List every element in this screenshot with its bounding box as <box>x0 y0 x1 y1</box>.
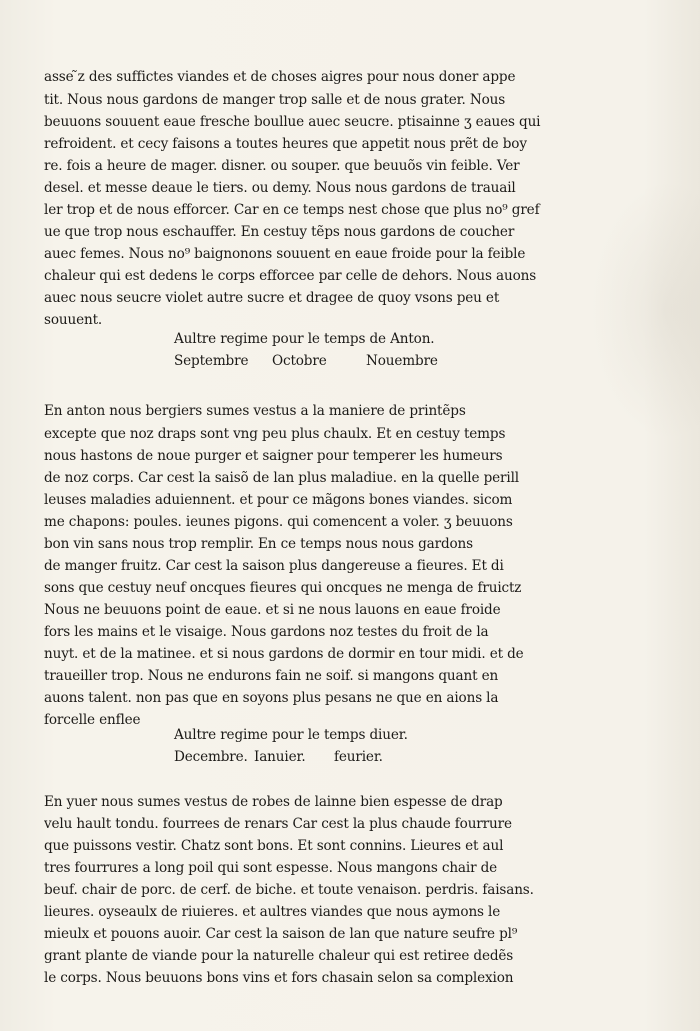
month-label: Septembre <box>174 353 249 369</box>
month-label: Decembre. <box>174 749 248 765</box>
month-label: Ianuier. <box>254 749 306 765</box>
text-line: grant plante de viande pour la naturelle chaleur qui est retiree dedẽs <box>44 948 514 964</box>
text-line: de noz corps. Car cest la saisõ de lan plus maladiue. en la quelle perill <box>44 470 519 486</box>
text-line: chaleur qui est dedens le corps efforcee par celle de dehors. Nous auons <box>44 268 537 284</box>
text-line: Nous ne beuuons point de eaue. et si ne nous lauons en eaue froide <box>44 602 501 618</box>
text-line: bon vin sans nous trop remplir. En ce temps nous nous gardons <box>44 536 473 552</box>
text-line: asse ̃z des suffictes viandes et de choses aigres pour nous doner appe <box>44 69 516 85</box>
text-line: traueiller trop. Nous ne endurons fain ne soif. si mangons quant en <box>44 668 499 684</box>
text-line: beuuons souuent eaue fresche boullue auec seucre. ptisainne ʒ eaues qui <box>44 114 541 130</box>
text-line: sons que cestuy neuf oncques fieures qui oncques ne menga de fruictz <box>44 580 522 596</box>
text-line: nous hastons de noue purger et saigner pour temperer les humeurs <box>44 448 503 464</box>
text-line: fors les mains et le visaige. Nous gardons noz testes du froit de la <box>44 624 489 640</box>
text-line: lieures. oyseaulx de riuieres. et aultres viandes que nous aymons le <box>44 904 501 920</box>
text-line: nuyt. et de la matinee. et si nous gardons de dormir en tour midi. et de <box>44 646 524 662</box>
text-line: ler trop et de nous efforcer. Car en ce temps nest chose que plus no⁹ gref <box>44 202 540 218</box>
text-line: le corps. Nous beuuons bons vins et fors chasain selon sa complexion <box>44 970 514 986</box>
month-label: Nouembre <box>366 353 438 369</box>
text-line: de manger fruitz. Car cest la saison plus dangereuse a fieures. Et di <box>44 558 504 574</box>
heading-title: Aultre regime pour le temps diuer. <box>174 727 408 743</box>
text-line: souuent. <box>44 312 103 328</box>
text-line: En yuer nous sumes vestus de robes de lainne bien espesse de drap <box>44 794 503 810</box>
text-line: beuf. chair de porc. de cerf. de biche. et toute venaison. perdris. faisans. <box>44 882 534 898</box>
text-line: me chapons: poules. ieunes pigons. qui comencent a voler. ʒ beuuons <box>44 514 513 530</box>
text-line: tres fourrures a long poil qui sont espesse. Nous mangons chair de <box>44 860 498 876</box>
text-line: En anton nous bergiers sumes vestus a la maniere de printẽps <box>44 403 466 419</box>
text-line: que puissons vestir. Chatz sont bons. Et sont connins. Lieures et aul <box>44 838 504 854</box>
text-line: forcelle enflee <box>44 712 141 728</box>
heading-title: Aultre regime pour le temps de Anton. <box>174 331 435 347</box>
text-line: refroident. et cecy faisons a toutes heures que appetit nous prẽt de boy <box>44 136 527 152</box>
text-line: re. fois a heure de mager. disner. ou souper. que beuuõs vin feible. Ver <box>44 158 520 174</box>
text-line: leuses maladies aduiennent. et pour ce mãgons bones viandes. sicom <box>44 492 513 508</box>
text-line: auec femes. Nous no⁹ baignonons souuent en eaue froide pour la feible <box>44 246 526 262</box>
month-label: feurier. <box>334 749 383 765</box>
text-line: ue que trop nous eschauffer. En cestuy tẽps nous gardons de coucher <box>44 224 515 240</box>
show-through-stain <box>590 180 700 440</box>
text-line: mieulx et pouons auoir. Car cest la saison de lan que nature seufre pl⁹ <box>44 926 518 942</box>
text-line: tit. Nous nous gardons de manger trop salle et de nous grater. Nous <box>44 92 506 108</box>
text-line: auons talent. non pas que en soyons plus pesans ne que en aions la <box>44 690 499 706</box>
month-label: Octobre <box>272 353 327 369</box>
text-line: excepte que noz draps sont vng peu plus chaulx. Et en cestuy temps <box>44 426 506 442</box>
text-line: auec nous seucre violet autre sucre et dragee de quoy vsons peu et <box>44 290 500 306</box>
text-line: desel. et messe deaue le tiers. ou demy. Nous nous gardons de trauail <box>44 180 516 196</box>
text-line: velu hault tondu. fourrees de renars Car cest la plus chaude fourrure <box>44 816 512 832</box>
